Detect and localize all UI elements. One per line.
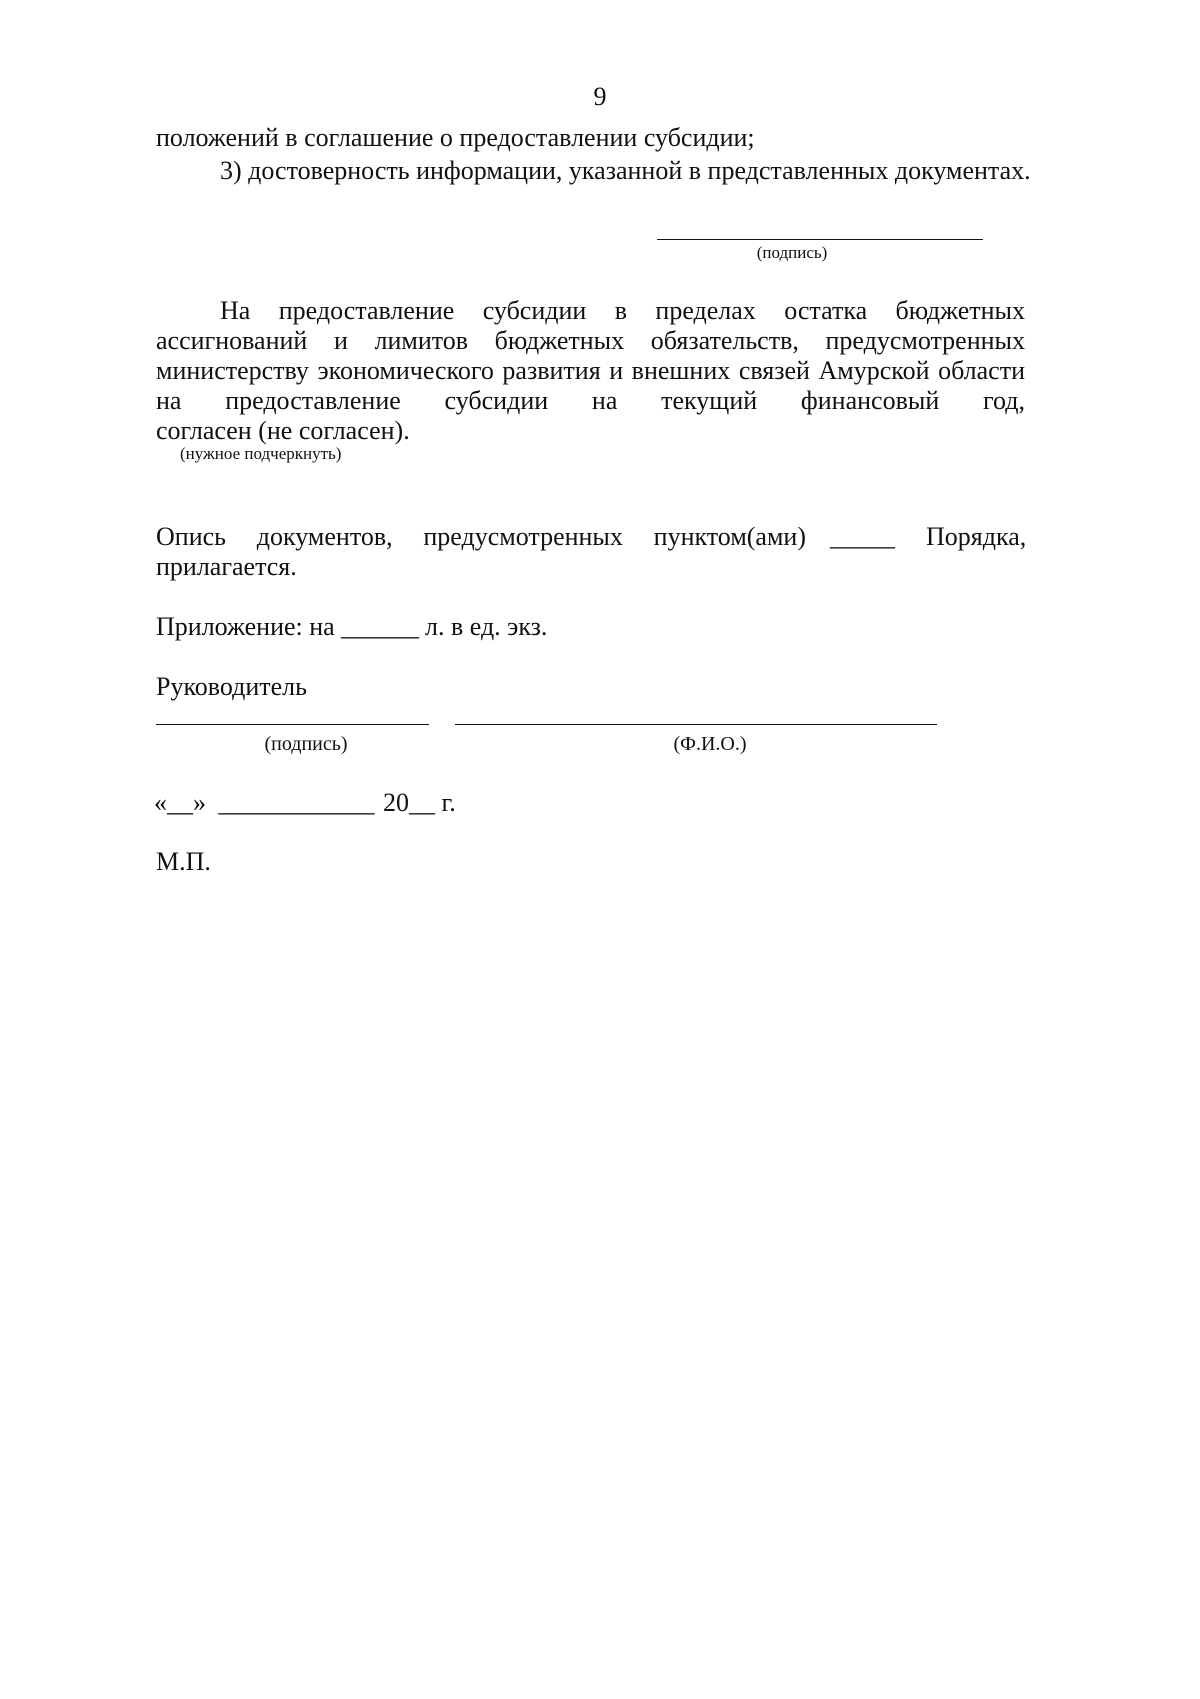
inventory-blank: _____ xyxy=(830,522,895,551)
signature-caption: (подпись) xyxy=(756,243,828,262)
head-name-caption: (Ф.И.О.) xyxy=(673,733,747,755)
head-signature-line xyxy=(156,724,429,725)
inventory-line-1-right: Порядка, xyxy=(926,522,1027,551)
date-close-quote: » xyxy=(193,788,206,817)
date-line xyxy=(154,786,456,820)
consent-line-3: министерству экономического развития и внешних связей Амурской области xyxy=(156,356,1025,385)
consent-note: (нужное подчеркнуть) xyxy=(180,444,342,463)
date-year-suffix: г. xyxy=(441,788,456,817)
consent-line-2: ассигнований и лимитов бюджетных обязательств, предусмотренных xyxy=(156,326,1025,355)
date-open-quote: « xyxy=(154,788,167,817)
attachment-blank: ______ xyxy=(341,612,419,641)
attachment-label: Приложение: на xyxy=(156,612,335,641)
consent-last-line: согласен (не согласен). xyxy=(156,416,410,445)
consent-line-1: На предоставление субсидии в пределах остатка бюджетных xyxy=(220,296,1025,325)
date-day-blank: __ xyxy=(167,788,193,817)
date-year-prefix: 20 xyxy=(383,788,409,817)
head-name-line xyxy=(455,724,937,725)
attachment-suffix: л. в ед. экз. xyxy=(425,612,548,641)
head-signature-caption: (подпись) xyxy=(264,733,348,755)
consent-line-4: на предоставление субсидии на текущий финансовый год, xyxy=(156,386,1025,415)
page-number: 9 xyxy=(593,82,607,111)
inventory-line-2: прилагается. xyxy=(156,552,297,581)
inventory-line-1-left: Опись документов, предусмотренных пунктом(ами) xyxy=(156,522,806,551)
date-year-blank: __ xyxy=(409,788,435,817)
signature-line xyxy=(657,239,983,240)
head-title: Руководитель xyxy=(156,672,307,701)
text-line-top-2: 3) достоверность информации, указанной в представленных документах. xyxy=(220,156,1031,185)
text-line-top-1: положений в соглашение о предоставлении субсидии; xyxy=(156,123,755,152)
date-month-blank: ____________ xyxy=(218,788,375,817)
stamp-label: М.П. xyxy=(156,847,211,876)
